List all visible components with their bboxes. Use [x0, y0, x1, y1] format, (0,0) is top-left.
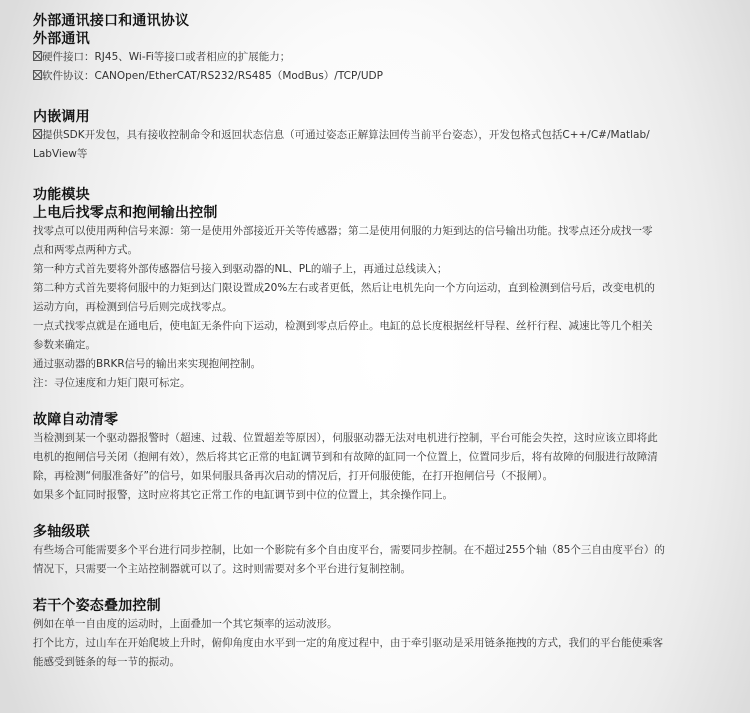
func-line: 运动方向，再检测到信号后则完成找零点。 — [33, 301, 233, 313]
section-title-fault: 故障自动清零 — [33, 412, 119, 428]
fault-line: 如果多个缸同时报警，这时应将其它正常工作的电缸调节到中位的位置上，其余操作同上。 — [33, 489, 453, 501]
section-title-multi: 多轴级联 — [33, 524, 90, 540]
spacer — [33, 86, 718, 108]
multi-line: 情况下，只需要一个主站控制器就可以了。这时则需要对多个平台进行复制控制。 — [33, 563, 411, 575]
func-line: 找零点可以使用两种信号来源：第一是使用外部接近开关等传感器；第二是使用伺服的力矩到达的信号输出功能。找零点还分成找一零 — [33, 225, 653, 237]
overlay-line: 能感受到链条的每一节的振动。 — [33, 656, 180, 668]
embed-text-1: 提供SDK开发包，具有接收控制命令和返回状态信息（可通过姿态正解算法回传当前平台姿态），开发包格式包括C++/C#/Matlab/ — [42, 129, 650, 141]
func-line: 通过驱动器的BRKR信号的输出来实现抱闸控制。 — [33, 358, 262, 370]
fault-line: 当检测到某一个驱动器报警时（超速、过载、位置超差等原因），伺服驱动器无法对电机进行控制，平台可能会失控，这时应该立即将此 — [33, 432, 658, 444]
comm-software-line — [33, 67, 718, 86]
checkbox-x-icon — [33, 70, 42, 80]
subsection-title-comm: 外部通讯 — [33, 31, 90, 47]
func-line: 第二种方式首先要将伺服中的力矩到达门限设置成20%左右或者更低，然后让电机先向一个方向运动，直到检测到信号后，改变电机的 — [33, 282, 655, 294]
fault-line: 除，再检测“伺服准备好”的信号，如果伺服具备再次启动的情况后，打开伺服使能，在打开抱闸信号（不报闸）。 — [33, 470, 554, 482]
func-line: 一点式找零点就是在通电后，使电缸无条件向下运动，检测到零点后停止。电缸的总长度根据丝杆导程、丝杆行程、减速比等几个相关 — [33, 320, 653, 332]
spacer — [33, 579, 718, 597]
section-title-func: 功能模块 — [33, 187, 90, 203]
spacer — [33, 393, 718, 411]
func-line: 参数来确定。 — [33, 339, 96, 351]
spacer — [33, 505, 718, 523]
fault-line: 电机的抱闸信号关闭（抱闸有效），然后将其它正常的电缸调节到和有故障的缸同一个位置上，位置同步后，将有故障的伺服进行故障清 — [33, 451, 658, 463]
func-line: 第一种方式首先要将外部传感器信号接入到驱动器的NL、PL的端子上，再通过总线读入； — [33, 263, 448, 275]
comm-software-text: 软件协议：CANOpen/EtherCAT/RS232/RS485（ModBus）/TCP/UDP — [42, 70, 383, 82]
checkbox-x-icon — [33, 51, 42, 61]
comm-hardware-text: 硬件接口：RJ45、Wi-Fi等接口或者相应的扩展能力； — [42, 51, 291, 63]
multi-line: 有些场合可能需要多个平台进行同步控制，比如一个影院有多个自由度平台，需要同步控制。在不超过255个轴（85个三自由度平台）的 — [33, 544, 665, 556]
subsection-title-func: 上电后找零点和抱闸输出控制 — [33, 205, 218, 221]
embed-line-1 — [33, 126, 718, 145]
func-line: 点和两零点两种方式。 — [33, 244, 138, 256]
comm-hardware-line — [33, 48, 718, 67]
section-title-embed: 内嵌调用 — [33, 109, 90, 125]
embed-line-2: LabView等 — [33, 148, 88, 160]
section-title-comm: 外部通讯接口和通讯协议 — [33, 13, 190, 29]
spacer — [33, 164, 718, 186]
overlay-line: 打个比方，过山车在开始爬坡上升时，俯仰角度由水平到一定的角度过程中，由于牵引驱动是采用链条拖拽的方式，我们的平台能使乘客 — [33, 637, 663, 649]
section-title-overlay: 若干个姿态叠加控制 — [33, 598, 161, 614]
checkbox-x-icon — [33, 129, 42, 139]
func-line: 注：寻位速度和力矩门限可标定。 — [33, 377, 191, 389]
overlay-line: 例如在单一自由度的运动时，上面叠加一个其它频率的运动波形。 — [33, 618, 338, 630]
